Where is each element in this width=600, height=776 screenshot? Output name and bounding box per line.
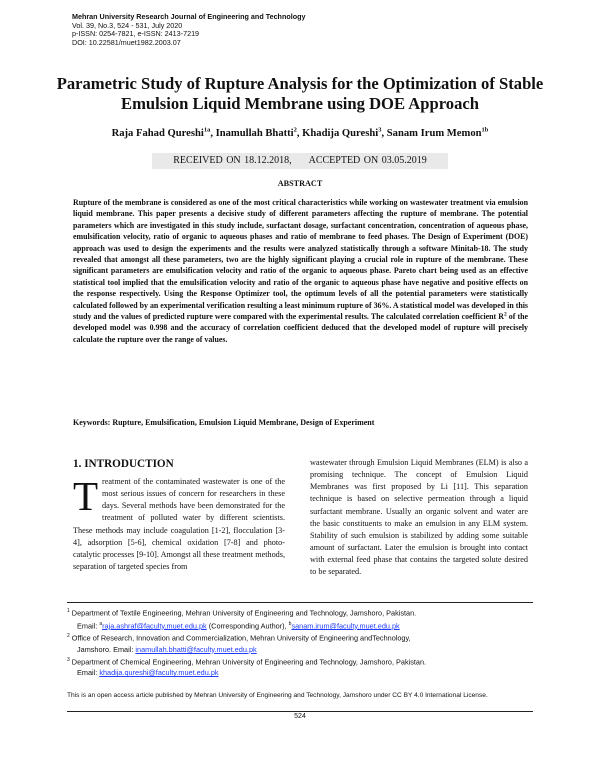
received-accepted-banner (152, 153, 448, 169)
abstract-heading: ABSTRACT (277, 179, 323, 188)
author-4: Sanam Irum Memon$^{1b}$ (386, 126, 489, 139)
license-notice: This is an open access article published by Mehran University of Engineering and Technology, Jamshoro under CC BY 4.0 International License. (67, 692, 488, 699)
footnote-1-emails: Email: $^a$raja.ashraf@faculty.muet.edu.pk (Corresponding Author), $^b$sanam.irum@faculty.muet.edu.pk (77, 620, 400, 630)
footnote-2-email: Jamshoro. Email: inamullah.bhatti@faculty.muet.edu.pk (77, 644, 257, 654)
email-link-author-3[interactable]: khadija.qureshi@faculty.muet.edu.pk (99, 668, 219, 678)
received-date: RECEIVED ON 18.12.2018, (173, 155, 292, 166)
author-list (40, 126, 560, 139)
paper-title: Parametric Study of Rupture Analysis for the Optimization of Stable Emulsion Liquid Membrane using DOE Approach (56, 74, 544, 113)
footnote-1: $^1$ Department of Textile Engineering, Mehran University of Engineering and Technology, Jamshoro, Pakistan. (67, 608, 417, 618)
author-1: Raja Fahad Qureshi$^{1a}$, (111, 126, 216, 139)
footnote-3: $^3$ Department of Chemical Engineering, Mehran University of Engineering and Technology, Jamshoro, Pakistan. (67, 656, 427, 667)
footnote-3-email: Email: khadija.qureshi@faculty.muet.edu.pk (77, 668, 219, 678)
author-2: Inamullah Bhatti$^2$, (215, 126, 303, 139)
journal-volume: Vol. 39, No.3, 524 - 531, July 2020 (72, 20, 183, 30)
journal-doi: DOI: 10.22581/muet1982.2003.07 (72, 37, 181, 47)
journal-name: Mehran University Research Journal of Engineering and Technology (72, 12, 306, 21)
intro-left-column: Treatment of the contaminated wastewater is one of the most serious issues of concern for researchers in these days. Several methods have been demonstrated for the treatment of polluted water by different scientists. These methods may include coagulation [1-2], flocculation [3-4], adsorption [5-6], chemical oxidation [7-8] and photo-catalytic processes [9-10]. Amongst all these treatment methods, separation of targeted species from (73, 473, 285, 572)
section-heading-introduction: 1. INTRODUCTION (73, 458, 174, 470)
drop-cap: T (73, 473, 99, 519)
journal-header (72, 13, 532, 47)
footnotes (67, 606, 537, 678)
email-link-author-4[interactable]: sanam.irum@faculty.muet.edu.pk (291, 620, 400, 630)
email-link-author-2[interactable]: inamullah.bhatti@faculty.muet.edu.pk (135, 644, 257, 654)
keywords: Keywords: Rupture, Emulsification, Emulsion Liquid Membrane, Design of Experiment (73, 418, 375, 427)
abstract-text: Rupture of the membrane is considered as one of the most critical characteristics while working on wastewater treatment via emulsion liquid membrane. This paper presents a decisive study of different parameters affecting the rupture of membrane. The potential parameters which are investigated in this study include, surfactant dosage, surfactant concentration, concentration of aqueous phase, emulsification velocity, ratio of organic to aqueous phases and ratio of membrane to feed phases. The Design of Experiment (DOE) approach was used to design the experiments and the results were analyzed statistically through a software Minitab-18. The study revealed that amongst all these parameters, two are the highly significant playing a crucial role in rupture of the membrane. These significant parameters are emulsification velocity and ratio of the organic to aqueous phase. Pareto chart being used as an effective statistical tool implied that the emulsification velocity and ratio of the organic to aqueous phase have negative and positive effects on the response respectively. Using the Response Optimizer tool, the optimum levels of all the potential parameters were statistically calculated followed by an experimental verification resulting a least minimum rupture of 36%. A statistical model was developed in this study and the values of predicted rupture were compared with the experimental results. The calculated correlation coefficient $R^2$ of the developed model was 0.998 and the accuracy of correlation coefficient deduced that the developed model of rupture will precisely calculate the rupture over the range of values. (73, 198, 528, 344)
email-link-author-1[interactable]: raja.ashraf@faculty.muet.edu.pk (102, 620, 207, 630)
footnote-divider (67, 602, 533, 603)
page-number: 524 (294, 713, 306, 720)
accepted-date: ACCEPTED ON 03.05.2019 (308, 155, 427, 166)
journal-issn: p-ISSN: 0254-7821, e-ISSN: 2413-7219 (72, 29, 200, 39)
author-3: Khadija Qureshi$^3$, (302, 126, 387, 139)
footnote-2: $^2$ Office of Research, Innovation and Commercialization, Mehran University of Engineering andTechnology, (67, 633, 411, 643)
intro-right-column: wastewater through Emulsion Liquid Membranes (ELM) is also a promising technique. The concept of Emulsion Liquid Membranes was first proposed by Li [11]. This separation technique is based on selective permeation through a liquid surfactant membrane. Usually an organic solvent and water are the basic constituents to make an emulsion in any ELM system. Stability of such emulsion is stabilized by adding some suitable amount of surfactant. Later the emulsion is brought into contact with external feed phase that contains the targeted solute desired to be separated. (310, 458, 528, 577)
page-bottom-divider (67, 711, 533, 712)
